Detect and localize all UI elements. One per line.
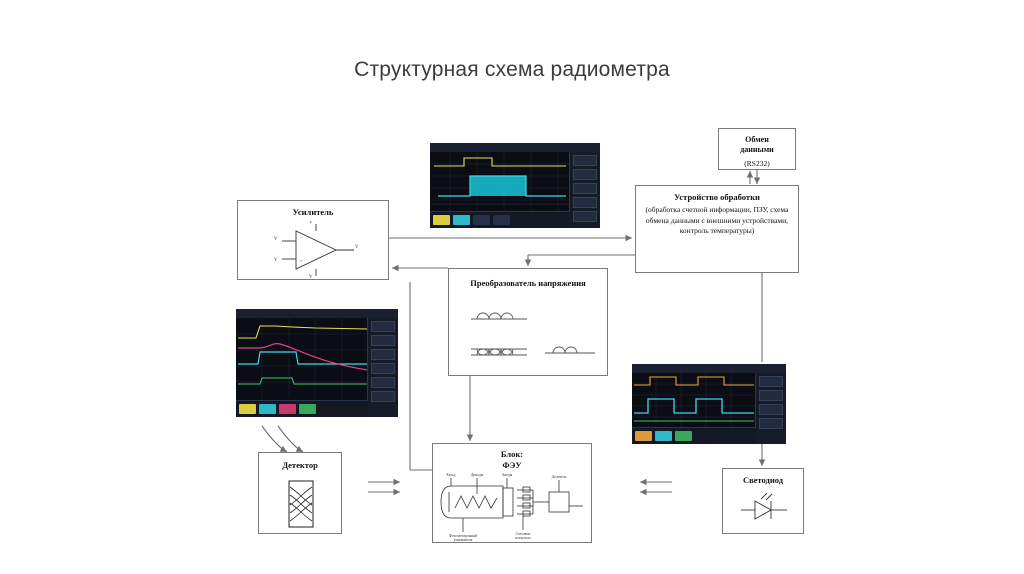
svg-text:импульсы: импульсы [515,536,531,540]
scope-top-channel-bar [430,211,570,228]
svg-text:−: − [300,235,303,240]
svg-text:Диноды: Диноды [470,473,484,477]
scope-right-channel-bar [632,427,756,444]
processing-body: (обработка счетной информации, ПЗУ, схема обмена данными с внешними устройствами, контроль температуры) [645,205,789,235]
scope-left-waveform [236,318,368,398]
svg-text:V: V [274,237,278,242]
scope-left-sidebar-button[interactable] [371,321,395,332]
svg-text:V: V [309,275,313,279]
scope-top-sidebar-button[interactable] [573,155,597,166]
scope-right-channel-chip-3[interactable] [675,431,692,441]
page-title: Структурная схема радиометра [354,58,670,81]
data-exchange-line2: данными [740,145,774,154]
block-processing-device [635,185,799,273]
block-led [722,468,804,534]
scope-left-channel-bar [236,400,368,417]
scope-top-channel-chip-2[interactable] [453,215,470,225]
block-voltage-converter [448,268,608,376]
svg-text:Делитель: Делитель [551,475,567,479]
block-data-exchange [718,128,796,170]
svg-text:Световые: Световые [515,532,531,536]
svg-text:V: V [274,258,278,263]
processing-header: Устройство обработки [674,192,760,202]
scope-right-sidebar-button[interactable] [759,376,783,387]
scope-top-sidebar-button[interactable] [573,211,597,222]
scope-left-sidebar-button[interactable] [371,391,395,402]
svg-text:Фотоэлектронный: Фотоэлектронный [449,534,477,538]
svg-text:V: V [309,221,313,225]
scope-top-channel-chip-1[interactable] [433,215,450,225]
scope-left-sidebar-button[interactable] [371,377,395,388]
block-detector [258,452,342,534]
scope-right-sidebar-button[interactable] [759,390,783,401]
scope-top-channel-chip-4[interactable] [493,215,510,225]
svg-text:Катод: Катод [446,473,456,477]
oscilloscope-right [632,364,786,444]
scope-left-sidebar [367,318,398,417]
scope-left-channel-chip-4[interactable] [299,404,316,414]
block-amplifier [237,200,389,280]
scope-left-sidebar-button[interactable] [371,363,395,374]
transformer-symbols [449,305,609,375]
scope-left-sidebar-button[interactable] [371,349,395,360]
detector-crystal-icon [283,479,319,529]
scope-right-channel-chip-1[interactable] [635,431,652,441]
scope-right-channel-chip-2[interactable] [655,431,672,441]
scope-top-sidebar [569,152,600,228]
pmt-header-line1: Блок: [500,449,524,459]
scope-left-channel-chip-3[interactable] [279,404,296,414]
data-exchange-line1: Обмен [745,135,769,144]
svg-text:умножитель: умножитель [453,538,473,542]
oscilloscope-left [236,309,398,417]
pmt-schematic [437,472,589,542]
block-pmt [432,443,592,543]
detector-header: Детектор [282,460,318,470]
amplifier-label: Усилитель [292,207,334,217]
scope-right-sidebar-button[interactable] [759,404,783,415]
led-header: Светодиод [742,475,784,485]
pmt-header-line2: ФЭУ [502,460,522,470]
scope-left-channel-chip-2[interactable] [259,404,276,414]
svg-text:Аноды: Аноды [501,473,513,477]
scope-right-waveform [632,373,756,428]
svg-text:V: V [355,245,359,250]
scope-top-sidebar-button[interactable] [573,169,597,180]
opamp-symbol [238,221,390,279]
svg-text:+: + [300,258,303,263]
scope-top-waveform [430,152,570,212]
scope-right-sidebar [755,373,786,444]
scope-right-sidebar-button[interactable] [759,418,783,429]
scope-top-channel-chip-3[interactable] [473,215,490,225]
scope-top-sidebar-button[interactable] [573,183,597,194]
scope-left-sidebar-button[interactable] [371,335,395,346]
converter-header: Преобразователь напряжения [470,278,586,288]
scope-top-sidebar-button[interactable] [573,197,597,208]
scope-left-channel-chip-1[interactable] [239,404,256,414]
data-exchange-line3: (RS232) [744,159,770,168]
oscilloscope-top [430,143,600,228]
led-symbol-icon [737,493,793,527]
